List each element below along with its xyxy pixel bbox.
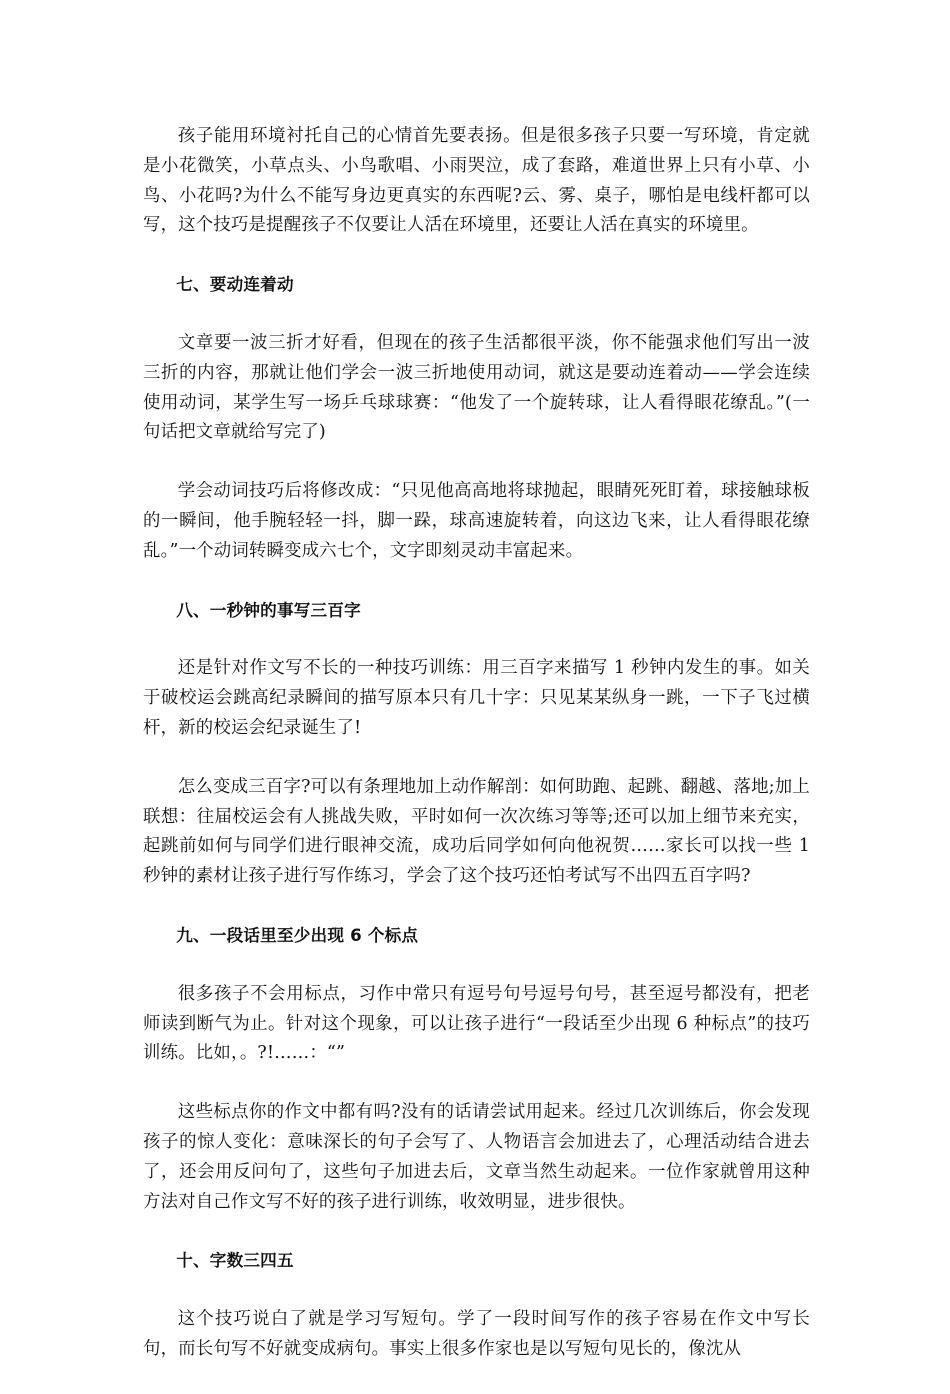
paragraph-environment: 孩子能用环境衬托自己的心情首先要表扬。但是很多孩子只要一写环境，肯定就是小花微笑，小草点头、小鸟歌唱、小雨哭泣，成了套路，难道世界上只有小草、小鸟、小花吗?为什么不能写身边更真实的东西呢?云、雾、桌子，哪怕是电线杆都可以写，这个技巧是提醒孩子不仅要让人活在环境里，还要让人活在真实的环境里。 — [143, 126, 810, 236]
paragraph-punctuation-2: 这些标点你的作文中都有吗?没有的话请尝试用起来。经过几次训练后，你会发现孩子的惊人变化：意味深长的句子会写了、人物语言会加进去了，心理活动结合进去了，还会用反问句了，这些句子加进去后，文章当然生动起来。一位作家就曾用这种方法对自己作文写不好的孩子进行训练，收效明显，进步很快。 — [143, 1102, 810, 1212]
paragraph-punctuation-1: 很多孩子不会用标点，习作中常只有逗号句号逗号句号，甚至逗号都没有，把老师读到断气为止。针对这个现象，可以让孩子进行“一段话至少出现 6 种标点”的技巧训练。比如，。?!……：“” — [143, 983, 810, 1064]
paragraph-one-second-1: 还是针对作文写不长的一种技巧训练：用三百字来描写 1 秒钟内发生的事。如关于破校运会跳高纪录瞬间的描写原本只有几十字：只见某某纵身一跳，一下子飞过横杆，新的校运会纪录诞生了! — [143, 658, 810, 738]
section-heading-9: 九、一段话里至少出现 6 个标点 — [176, 925, 419, 945]
section-heading-10: 十、字数三四五 — [176, 1251, 294, 1271]
paragraph-short-sentences: 这个技巧说白了就是学习写短句。学了一段时间写作的孩子容易在作文中写长句，而长句写不好就变成病句。事实上很多作家也是以写短句见长的，像沈从 — [143, 1309, 810, 1359]
paragraph-verbs-1: 文章要一波三折才好看，但现在的孩子生活都很平淡，你不能强求他们写出一波三折的内容，那就让他们学会一波三折地使用动词，就这是要动连着动——学会连续使用动词，某学生写一场乒乓球球赛：“他发了一个旋转球，让人看得眼花缭乱。”(一句话把文章就给写完了) — [143, 332, 810, 443]
paragraph-verbs-2: 学会动词技巧后将修改成：“只见他高高地将球抛起，眼睛死死盯着，球接触球板的一瞬间，他手腕轻轻一抖，脚一跺，球高速旋转着，向这边飞来，让人看得眼花缭乱。”一个动词转瞬变成六七个，文字即刻灵动丰富起来。 — [143, 481, 810, 561]
section-heading-8: 八、一秒钟的事写三百字 — [176, 600, 361, 620]
paragraph-one-second-2: 怎么变成三百字?可以有条理地加上动作解剖：如何助跑、起跳、翻越、落地;加上联想：往届校运会有人挑战失败，平时如何一次次练习等等;还可以加上细节来充实，起跳前如何与同学们进行眼神交流，成功后同学如何向他祝贺……家长可以找一些 1 秒钟的素材让孩子进行写作练习，学会了这个技巧还怕考试写不出四五百字吗? — [143, 776, 810, 887]
section-heading-7: 七、要动连着动 — [176, 275, 294, 295]
document-body — [143, 122, 810, 1394]
